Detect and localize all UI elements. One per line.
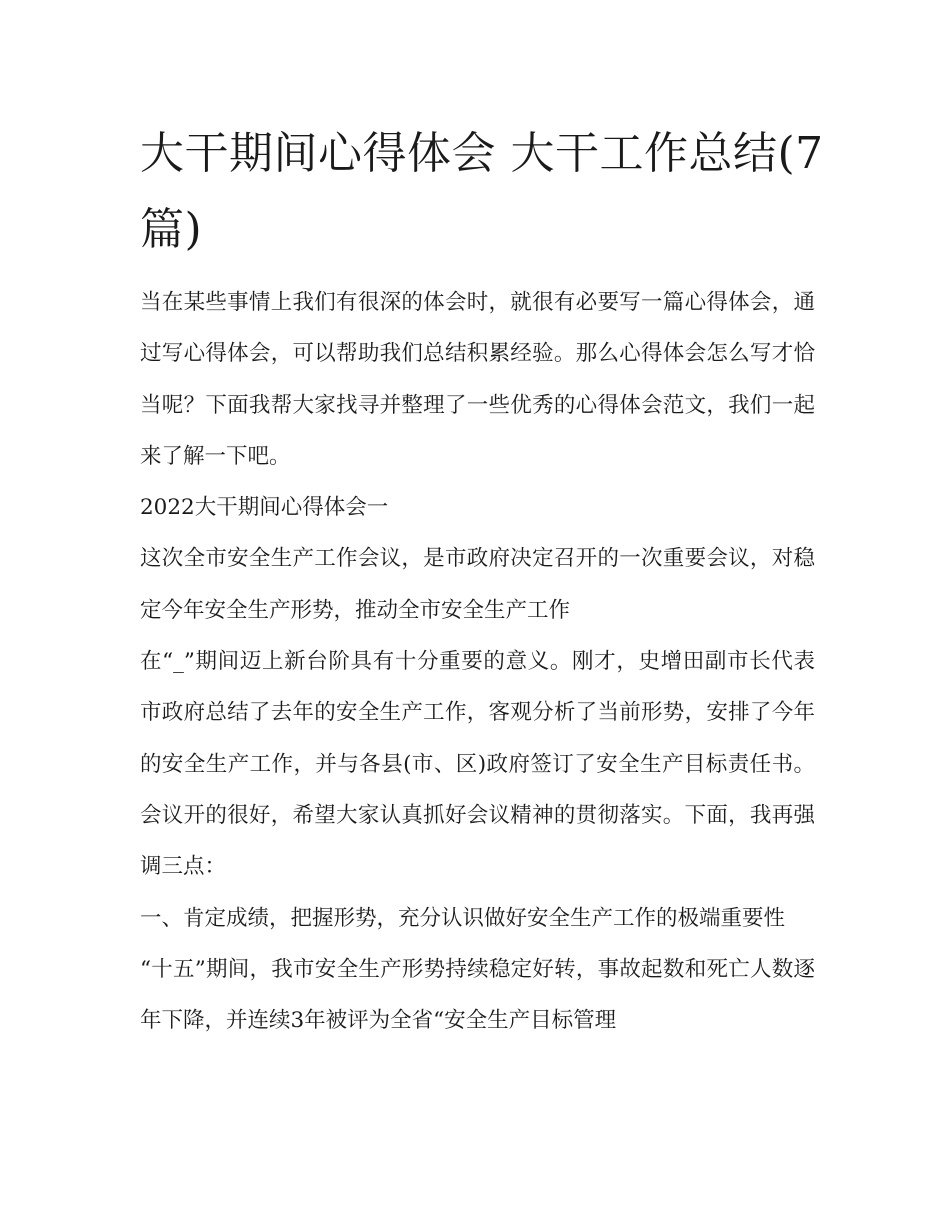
intro-paragraph: 当在某些事情上我们有很深的体会时，就很有必要写一篇心得体会，通过写心得体会，可以帮助我们总结积累经验。那么心得体会怎么写才恰当呢？下面我帮大家找寻并整理了一些优秀的心得体会范文，我们一起来了解一下吧。 (140, 290, 815, 469)
document-body (140, 277, 815, 1046)
body-paragraph: 这次全市安全生产工作会议，是市政府决定召开的一次重要会议，对稳定今年安全生产形势，推动全市安全生产工作 (140, 546, 815, 623)
section-heading: 一、肯定成绩，把握形势，充分认识做好安全生产工作的极端重要性 (140, 905, 786, 931)
section-heading: 2022大干期间心得体会一 (140, 495, 389, 521)
body-paragraph: 在“_”期间迈上新台阶具有十分重要的意义。刚才，史增田副市长代表市政府总结了去年的安全生产工作，客观分析了当前形势，安排了今年的安全生产工作，并与各县(市、区)政府签订了安全生产目标责任书。会议开的很好，希望大家认真抓好会议精神的贯彻落实。下面，我再强调三点： (140, 649, 815, 880)
body-paragraph: “十五”期间，我市安全生产形势持续稳定好转，事故起数和死亡人数逐年下降，并连续3年被评为全省“安全生产目标管理 (140, 956, 815, 1034)
document-title: 大干期间心得体会 大干工作总结(7篇) (140, 128, 824, 255)
